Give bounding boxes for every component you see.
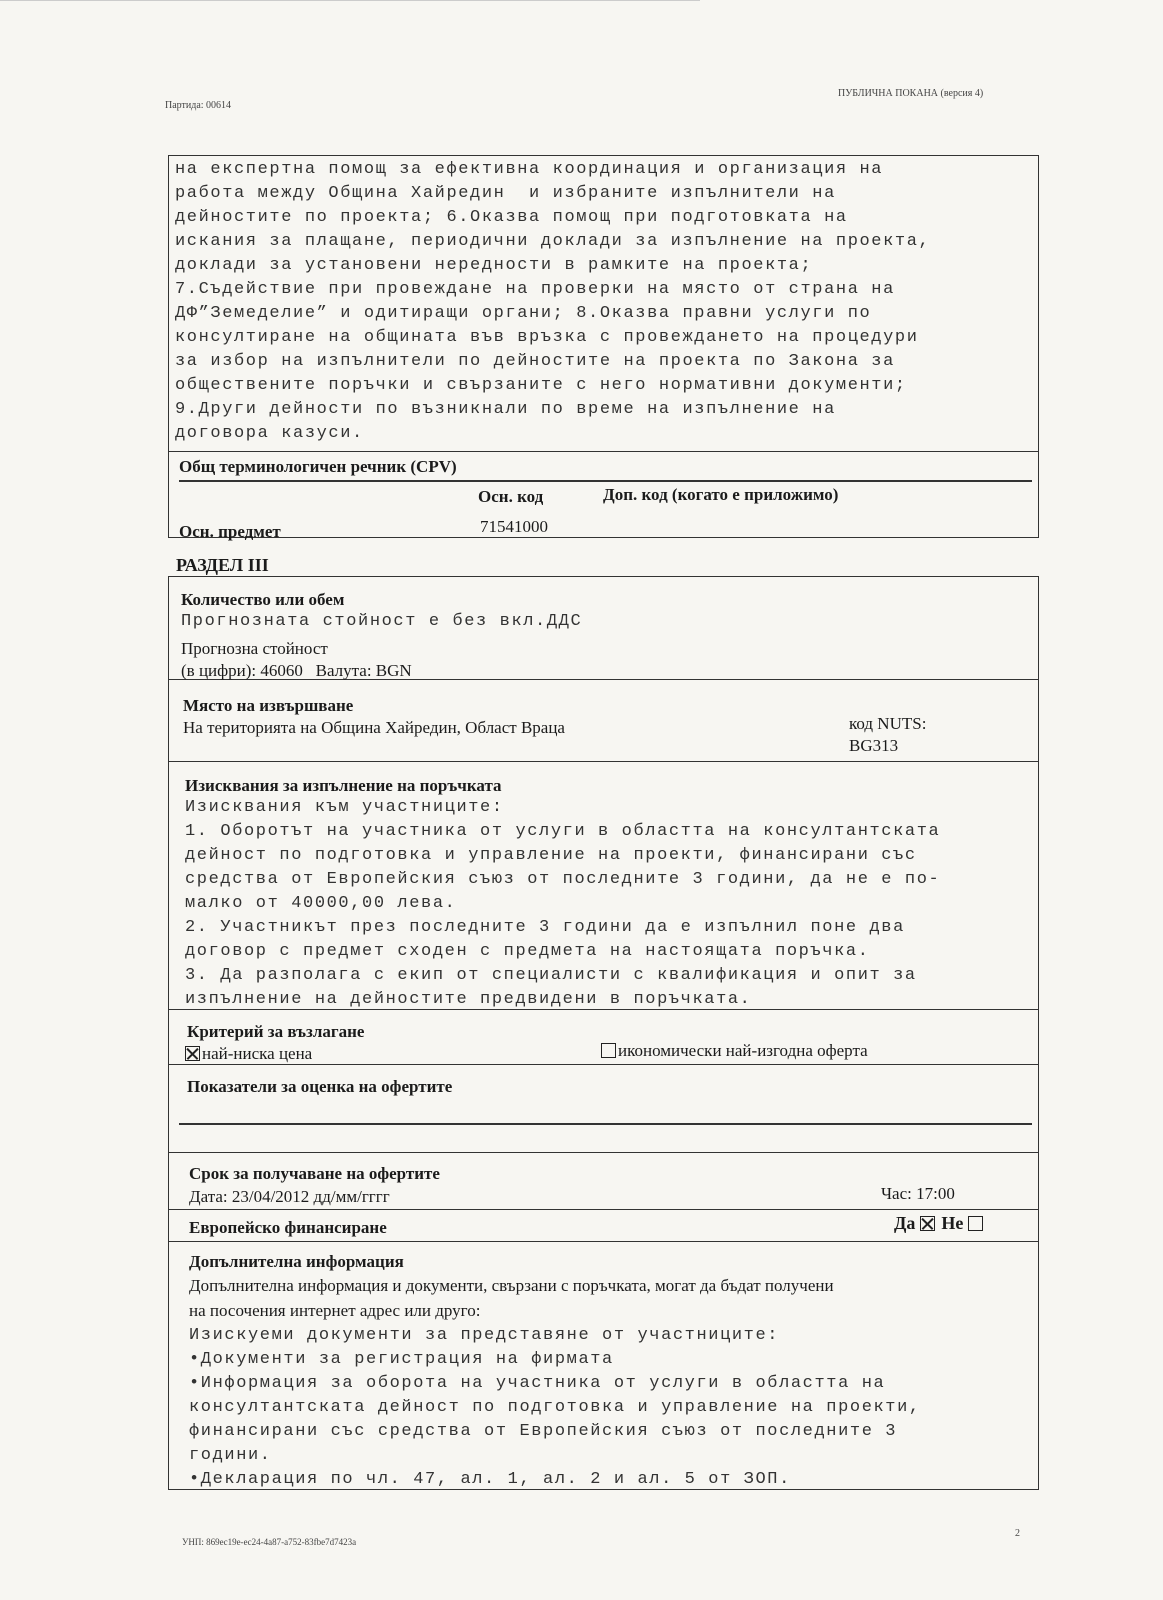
place-box [168,680,1039,762]
additional-info-title: Допълнителна информация [189,1252,404,1271]
deadline-box [168,1153,1039,1210]
description-line: за избор на изпълнители по дейностите на проекта по Закона за [175,352,895,371]
eu-funding-options [894,1213,985,1234]
deadline-date: Дата: 23/04/2012 дд/мм/гггг [189,1187,390,1206]
additional-info-box [168,1242,1039,1490]
most-advantageous-checkbox[interactable] [601,1043,616,1058]
requirement-line: 2. Участникът през последните 3 години да е изпълнил поне два [185,918,905,937]
quantity-box [168,576,1039,680]
header-batch: Партида: 00614 [165,100,232,111]
criterion-box [168,1010,1039,1065]
criterion-title: Критерий за възлагане [187,1022,365,1041]
requirement-line: дейност по подготовка и управление на проекти, финансирани със [185,846,917,865]
indicators-title: Показатели за оценка на офертите [187,1077,453,1096]
cpv-add-code-label: Доп. код (когато е приложимо) [603,485,839,504]
eu-funding-box [168,1210,1039,1242]
indicators-box [168,1065,1039,1153]
description-line: 7.Съдействие при провеждане на проверки на място от страна на [175,280,895,299]
most-advantageous-label: икономически най-изгодна оферта [618,1041,868,1060]
requirements-text [185,796,940,1012]
requirement-line: договор с предмет сходен с предмета на настоящата поръчка. [185,942,870,961]
deadline-time: Час: 17:00 [881,1184,955,1203]
description-line: договора казуси. [175,424,364,443]
cpv-main-code-label: Осн. код [478,487,544,506]
header-form-title: ПУБЛИЧНА ПОКАНА (версия 4) [838,88,984,99]
estimated-value-digits: (в цифри): 46060 Валута: BGN [181,661,412,680]
description-line: ДФ”Земеделие” и одитиращи органи; 8.Оказва правни услуги по [175,304,872,323]
lowest-price-checkbox[interactable] [185,1046,200,1061]
additional-info-line: години. [189,1446,272,1465]
requirements-title: Изисквания за изпълнение на поръчката [185,776,502,795]
cpv-subject-label: Осн. предмет [179,522,281,541]
quantity-text: Прогнозната стойност е без вкл.ДДС [181,612,583,631]
page-number: 2 [1015,1528,1020,1539]
description-line: работа между Община Хайредин и избраните изпълнители на [175,184,836,203]
additional-info-line: Изискуеми документи за представяне от участниците: [189,1326,780,1345]
place-title: Място на извършване [183,696,354,715]
description-line: на експертна помощ за ефективна координация и организация на [175,160,884,179]
additional-info-line: консултантската дейност по подготовка и управление на проекти, [189,1398,921,1417]
cpv-title-underline [179,480,1032,482]
criterion-most-advantageous [601,1041,868,1061]
scan-edge-line [0,0,700,1]
additional-info-line: •Информация за оборота на участника от услуги в областта на [189,1374,886,1393]
requirements-box [168,762,1039,1010]
additional-intro-line: на посочения интернет адрес или друго: [189,1301,481,1320]
lowest-price-label: най-ниска цена [202,1044,313,1063]
place-text: На територията на Община Хайредин, Област Враца [183,718,565,737]
requirement-line: изпълнение на дейностите предвидени в поръчката. [185,990,752,1009]
additional-intro-line: Допълнителна информация и документи, свързани с поръчката, могат да бъдат получени [189,1276,834,1295]
criterion-lowest-price [185,1044,312,1064]
deadline-title: Срок за получаване на офертите [189,1164,440,1183]
requirement-line: Изисквания към участниците: [185,798,504,817]
section-3-title: РАЗДЕЛ III [176,555,269,575]
cpv-title: Общ терминологичен речник (CPV) [179,457,457,476]
description-line: искания за плащане, периодични доклади за изпълнение на проекта, [175,232,931,251]
additional-info-line: финансирани със средства от Европейския съюз от последните 3 [189,1422,898,1441]
nuts-code: BG313 [849,736,899,755]
estimated-value-label: Прогнозна стойност [181,639,328,658]
eu-funding-title: Европейско финансиране [189,1218,387,1237]
footer-unp: УНП: 869ec19e-ec24-4a87-a752-83fbe7d7423a [182,1537,357,1547]
eu-yes-label: Да [894,1213,916,1233]
additional-info-intro [189,1273,834,1323]
description-line: доклади за установени нередности в рамките на проекта; [175,256,813,275]
eu-no-label: Не [941,1213,964,1233]
additional-info-text [189,1324,921,1492]
description-box [168,155,1039,452]
requirement-line: 1. Оборотът на участника от услуги в областта на консултантската [185,822,941,841]
requirement-line: 3. Да разполага с екип от специалисти с квалификация и опит за [185,966,917,985]
nuts-label: код NUTS: [849,714,927,733]
additional-info-line: •Документи за регистрация на фирмата [189,1350,614,1369]
cpv-box [168,452,1039,541]
description-line: обществените поръчки и свързаните с него нормативни документи; [175,376,907,395]
eu-yes-checkbox[interactable] [920,1216,935,1231]
requirement-line: средства от Европейския съюз от последните 3 години, да не е по- [185,870,941,889]
description-line: дейностите по проекта; 6.Оказва помощ при подготовката на [175,208,848,227]
additional-info-line: •Декларация по чл. 47, ал. 1, ал. 2 и ал. 5 от ЗОП. [189,1470,791,1489]
eu-no-checkbox[interactable] [968,1216,983,1231]
cpv-main-code: 71541000 [480,517,548,536]
description-line: 9.Други дейности по възникнали по време на изпълнение на [175,400,836,419]
description-text [175,158,930,446]
requirement-line: малко от 40000,00 лева. [185,894,457,913]
description-line: консултиране на общината във връзка с провеждането на процедури [175,328,919,347]
quantity-title: Количество или обем [181,590,345,609]
indicators-line [179,1123,1032,1125]
